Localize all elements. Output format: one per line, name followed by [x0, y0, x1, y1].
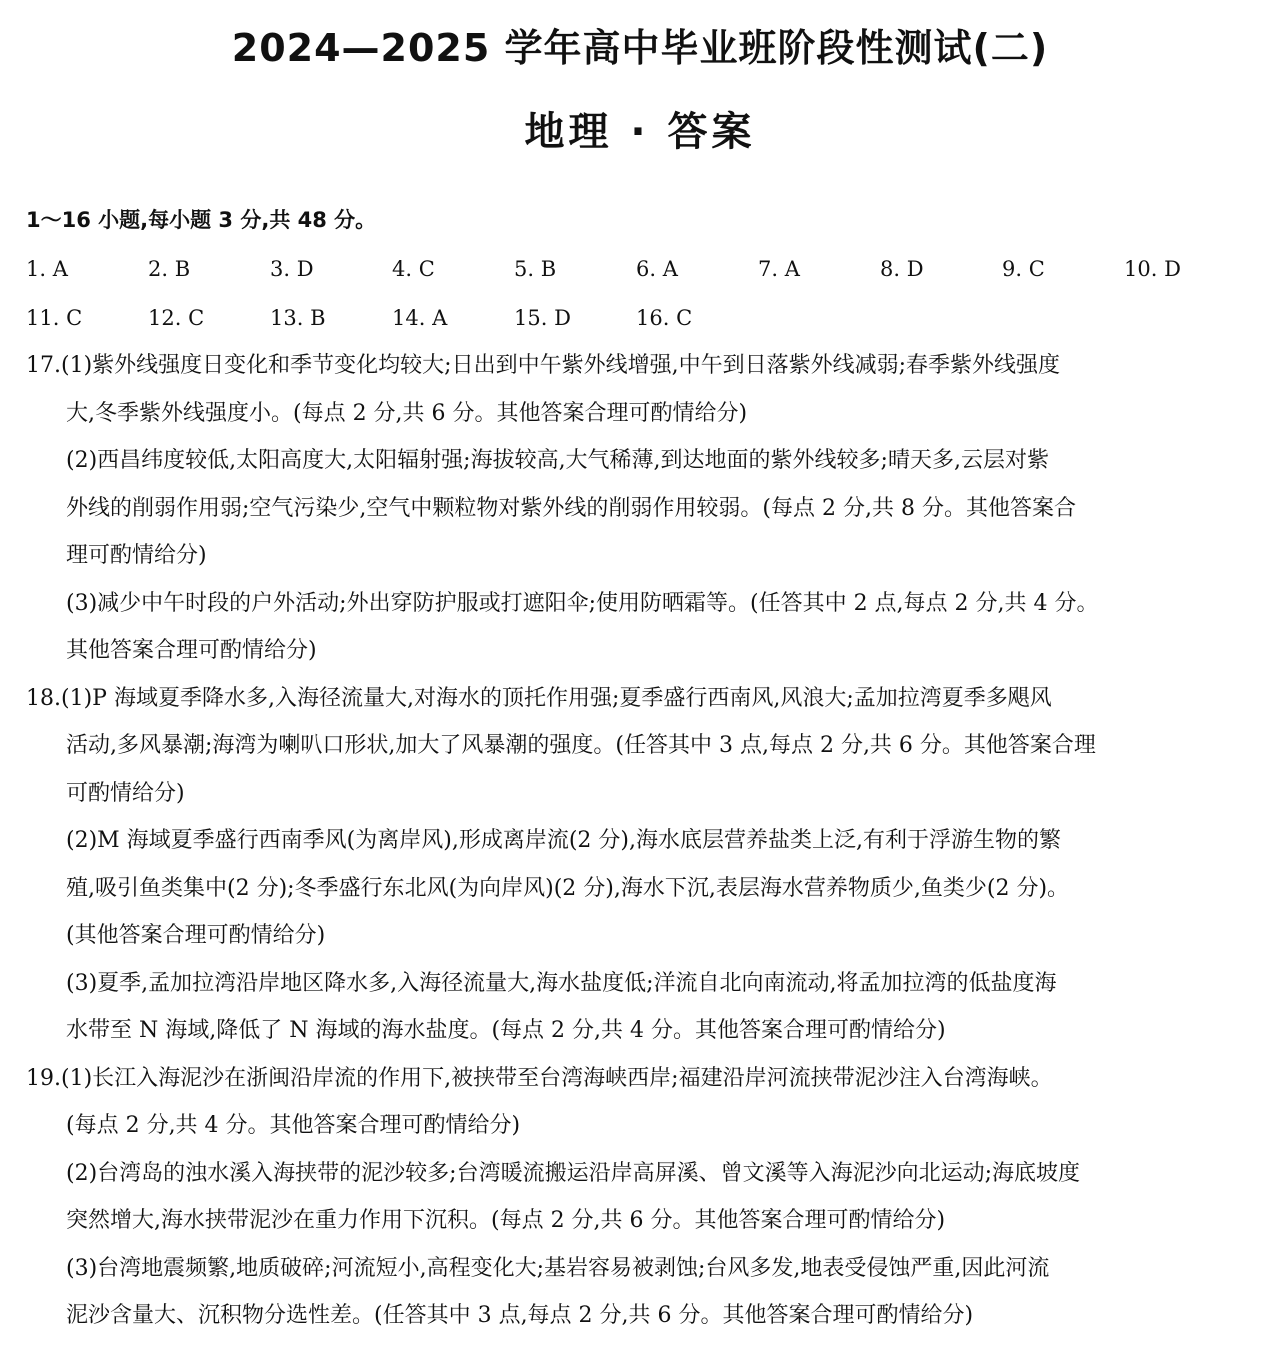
answer-line: 可酌情给分) — [66, 780, 185, 806]
answer-line: 外线的削弱作用弱;空气污染少,空气中颗粒物对紫外线的削弱作用较弱。(每点 2 分,共 8 分。其他答案合 — [66, 495, 1076, 521]
mc-answer: 5. B — [514, 256, 557, 281]
answer-line: 18.(1)P 海域夏季降水多,入海径流量大,对海水的顶托作用强;夏季盛行西南风,风浪大;孟加拉湾夏季多飓风 — [26, 685, 1052, 711]
mc-answer: 14. A — [392, 305, 448, 330]
answer-line: 17.(1)紫外线强度日变化和季节变化均较大;日出到中午紫外线增强,中午到日落紫外线减弱;春季紫外线强度 — [26, 353, 1060, 378]
mc-answer: 1. A — [26, 256, 68, 281]
answer-line: 水带至 N 海域,降低了 N 海域的海水盐度。(每点 2 分,共 4 分。其他答案合理可酌情给分) — [66, 1018, 946, 1043]
question-number: 17. — [26, 353, 61, 378]
mc-answer: 8. D — [880, 256, 924, 281]
mc-answer: 3. D — [270, 256, 314, 281]
mc-answer: 7. A — [758, 256, 800, 281]
mc-answer: 12. C — [148, 305, 205, 330]
answer-line: 泥沙含量大、沉积物分选性差。(任答其中 3 点,每点 2 分,共 6 分。其他答案合理可酌情给分) — [66, 1303, 974, 1328]
question-number: 19. — [26, 1065, 61, 1091]
answer-line: 殖,吸引鱼类集中(2 分);冬季盛行东北风(为向岸风)(2 分),海水下沉,表层海水营养物质少,鱼类少(2 分)。 — [66, 875, 1070, 901]
answer-line: 活动,多风暴潮;海湾为喇叭口形状,加大了风暴潮的强度。(任答其中 3 点,每点 2 分,共 6 分。其他答案合理 — [66, 733, 1096, 758]
mc-answer: 6. A — [636, 256, 678, 281]
mc-answer: 2. B — [148, 256, 191, 281]
mc-answer-row — [26, 293, 1254, 342]
question-17 — [26, 342, 1254, 675]
answer-line: (3)台湾地震频繁,地质破碎;河流短小,高程变化大;基岩容易被剥蚀;台风多发,地表受侵蚀严重,因此河流 — [66, 1255, 1050, 1281]
mc-answer-row — [26, 244, 1254, 293]
answer-line: (2)M 海域夏季盛行西南季风(为离岸风),形成离岸流(2 分),海水底层营养盐类上泛,有利于浮游生物的繁 — [66, 828, 1061, 853]
mc-answer: 16. C — [636, 305, 693, 330]
answer-content — [26, 196, 1254, 1340]
multiple-choice-answers — [26, 244, 1254, 342]
question-19 — [26, 1055, 1254, 1340]
mc-answer: 9. C — [1002, 256, 1045, 281]
answer-line: 理可酌情给分) — [66, 543, 207, 568]
mc-answer: 15. D — [514, 305, 571, 330]
answer-line: (每点 2 分,共 4 分。其他答案合理可酌情给分) — [66, 1113, 521, 1138]
answer-line: (2)西昌纬度较低,太阳高度大,太阳辐射强;海拔较高,大气稀薄,到达地面的紫外线较多;晴天多,云层对紫 — [66, 448, 1049, 473]
answer-line: 19.(1)长江入海泥沙在浙闽沿岸流的作用下,被挟带至台湾海峡西岸;福建沿岸河流挟带泥沙注入台湾海峡。 — [26, 1065, 1053, 1091]
question-18 — [26, 675, 1254, 1055]
answer-line: 大,冬季紫外线强度小。(每点 2 分,共 6 分。其他答案合理可酌情给分) — [66, 400, 748, 426]
answer-line: (3)减少中午时段的户外活动;外出穿防护服或打遮阳伞;使用防晒霜等。(任答其中 2 点,每点 2 分,共 4 分。 — [66, 590, 1099, 616]
document-title: 2024—2025 学年高中毕业班阶段性测试(二) — [231, 26, 1049, 70]
answer-line: 突然增大,海水挟带泥沙在重力作用下沉积。(每点 2 分,共 6 分。其他答案合理可酌情给分) — [66, 1208, 946, 1233]
answer-line: (其他答案合理可酌情给分) — [66, 923, 326, 948]
free-response-answers — [26, 342, 1254, 1340]
mc-answer: 13. B — [270, 305, 326, 330]
mc-answer: 4. C — [392, 256, 435, 281]
multiple-choice-header: 1～16 小题,每小题 3 分,共 48 分。 — [26, 208, 377, 232]
question-number: 18. — [26, 685, 61, 711]
document-subtitle: 地理 · 答案 — [524, 109, 756, 155]
mc-answer: 10. D — [1124, 256, 1181, 281]
answer-line: (3)夏季,孟加拉湾沿岸地区降水多,入海径流量大,海水盐度低;洋流自北向南流动,将孟加拉湾的低盐度海 — [66, 970, 1057, 996]
answer-line: (2)台湾岛的浊水溪入海挟带的泥沙较多;台湾暖流搬运沿岸高屏溪、曾文溪等入海泥沙向北运动;海底坡度 — [66, 1160, 1080, 1186]
answer-line: 其他答案合理可酌情给分) — [66, 638, 317, 663]
mc-answer: 11. C — [26, 305, 83, 330]
